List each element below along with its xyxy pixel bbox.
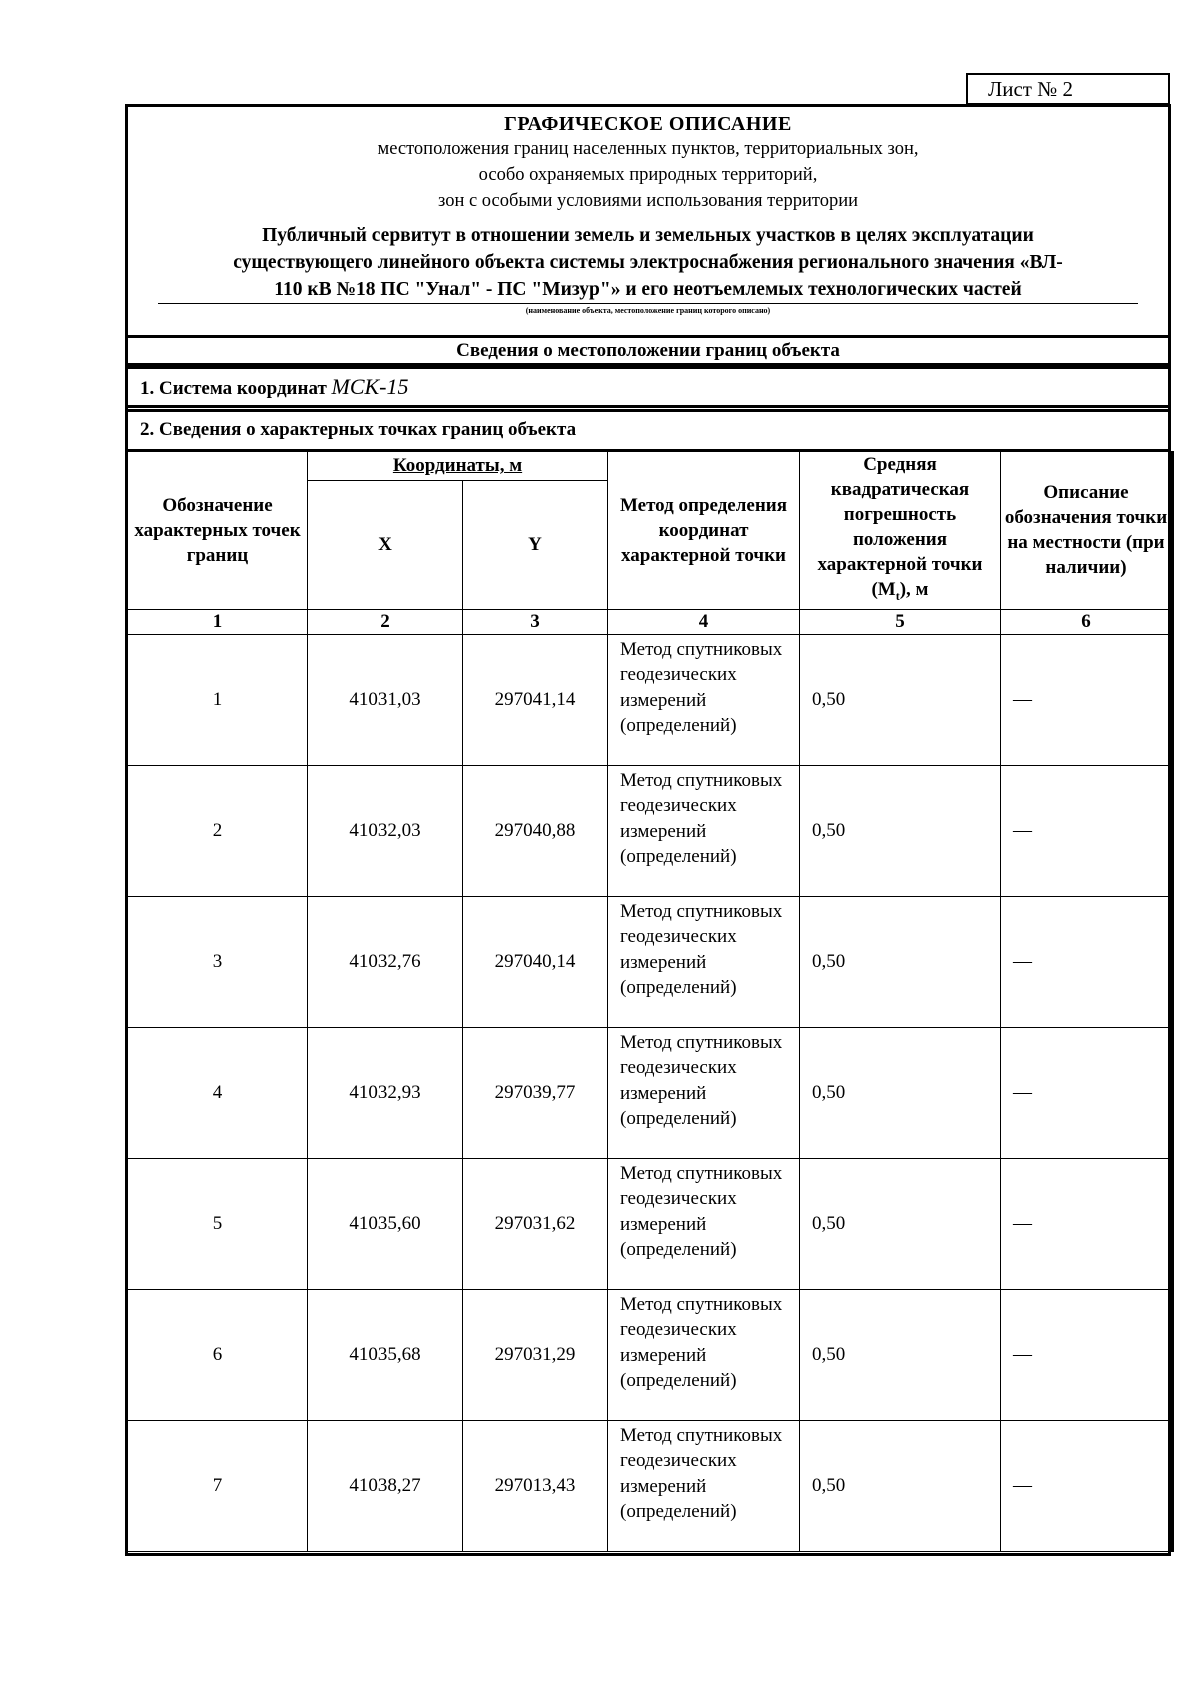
description-cell: — (1001, 896, 1173, 1027)
x-cell: 41032,93 (308, 1027, 463, 1158)
y-cell: 297040,88 (463, 765, 608, 896)
subtitle-line: зон с особыми условиями использования территории (438, 191, 858, 211)
description-cell: — (1001, 1420, 1173, 1551)
point-cell: 3 (127, 896, 308, 1027)
section-title: Сведения о местоположении границ объекта (125, 335, 1171, 367)
document-title: ГРАФИЧЕСКОЕ ОПИСАНИЕ (504, 113, 792, 135)
points-section-title: 2. Сведения о характерных точках границ объекта (125, 409, 1171, 452)
error-cell: 0,50 (800, 1289, 1001, 1420)
y-cell: 297040,14 (463, 896, 608, 1027)
x-cell: 41035,68 (308, 1289, 463, 1420)
method-cell: Метод спутниковых геодезических измерений (определений) (608, 765, 800, 896)
error-cell: 0,50 (800, 1027, 1001, 1158)
method-cell: Метод спутниковых геодезических измерений (определений) (608, 1289, 800, 1420)
header-y: Y (463, 480, 608, 609)
header-method: Метод определения координат характерной точки (608, 452, 800, 610)
point-cell: 6 (127, 1289, 308, 1420)
point-cell: 2 (127, 765, 308, 896)
y-cell: 297013,43 (463, 1420, 608, 1551)
object-line: 110 кВ №18 ПС "Унал" - ПС "Мизур"» и его неотъемлемых технологических частей (274, 279, 1022, 300)
header-x: X (308, 480, 463, 609)
header-error-main: Средняя квадратическая погрешность положения характерной точки (M (817, 454, 983, 600)
table-row (127, 896, 1173, 1027)
error-cell: 0,50 (800, 634, 1001, 765)
object-line: Публичный сервитут в отношении земель и земельных участков в целях эксплуатации (262, 225, 1034, 246)
coordinate-system-value: МСК-15 (331, 374, 409, 399)
header-error-sub: t (895, 588, 900, 603)
object-name (128, 222, 1168, 303)
column-number: 5 (800, 609, 1001, 634)
table-row (127, 1289, 1173, 1420)
header-error-tail: ), м (899, 579, 929, 600)
table-row (127, 634, 1173, 765)
table-row (127, 1420, 1173, 1551)
x-cell: 41032,03 (308, 765, 463, 896)
header-description: Описание обозначения точки на местности (при наличии) (1001, 452, 1173, 610)
column-number: 1 (127, 609, 308, 634)
method-cell: Метод спутниковых геодезических измерений (определений) (608, 634, 800, 765)
x-cell: 41032,76 (308, 896, 463, 1027)
table-bottom-border (125, 1553, 1171, 1556)
x-cell: 41031,03 (308, 634, 463, 765)
y-cell: 297039,77 (463, 1027, 608, 1158)
error-cell: 0,50 (800, 1158, 1001, 1289)
method-cell: Метод спутниковых геодезических измерений (определений) (608, 1027, 800, 1158)
method-cell: Метод спутниковых геодезических измерений (определений) (608, 1420, 800, 1551)
error-cell: 0,50 (800, 896, 1001, 1027)
points-table (125, 451, 1174, 1552)
object-underline (158, 303, 1138, 304)
y-cell: 297031,62 (463, 1158, 608, 1289)
point-cell: 1 (127, 634, 308, 765)
error-cell: 0,50 (800, 765, 1001, 896)
column-number: 2 (308, 609, 463, 634)
method-cell: Метод спутниковых геодезических измерений (определений) (608, 1158, 800, 1289)
point-cell: 5 (127, 1158, 308, 1289)
point-cell: 7 (127, 1420, 308, 1551)
header-error (800, 452, 1001, 610)
column-number: 3 (463, 609, 608, 634)
subtitle-line: местоположения границ населенных пунктов, территориальных зон, (377, 139, 919, 159)
x-cell: 41038,27 (308, 1420, 463, 1551)
description-cell: — (1001, 1158, 1173, 1289)
description-cell: — (1001, 765, 1173, 896)
header-designation: Обозначение характерных точек границ (127, 452, 308, 610)
description-cell: — (1001, 634, 1173, 765)
description-cell: — (1001, 1027, 1173, 1158)
coordinate-system-label: 1. Система координат (140, 378, 327, 399)
y-cell: 297031,29 (463, 1289, 608, 1420)
column-number: 4 (608, 609, 800, 634)
x-cell: 41035,60 (308, 1158, 463, 1289)
document-header (125, 104, 1171, 366)
description-cell: — (1001, 1289, 1173, 1420)
subtitle-line: особо охраняемых природных территорий, (478, 165, 818, 185)
error-cell: 0,50 (800, 1420, 1001, 1551)
point-cell: 4 (127, 1027, 308, 1158)
coordinate-system (125, 366, 1171, 408)
y-cell: 297041,14 (463, 634, 608, 765)
method-cell: Метод спутниковых геодезических измерений (определений) (608, 896, 800, 1027)
object-line: существующего линейного объекта системы электроснабжения регионального значения «ВЛ- (233, 252, 1063, 273)
table-row (127, 1027, 1173, 1158)
sheet-number: Лист № 2 (966, 73, 1170, 105)
table-row (127, 1158, 1173, 1289)
column-number: 6 (1001, 609, 1173, 634)
table-row (127, 765, 1173, 896)
object-caption: (наименование объекта, местоположение границ которого описано) (525, 306, 771, 315)
header-coordinates: Координаты, м (308, 452, 608, 481)
